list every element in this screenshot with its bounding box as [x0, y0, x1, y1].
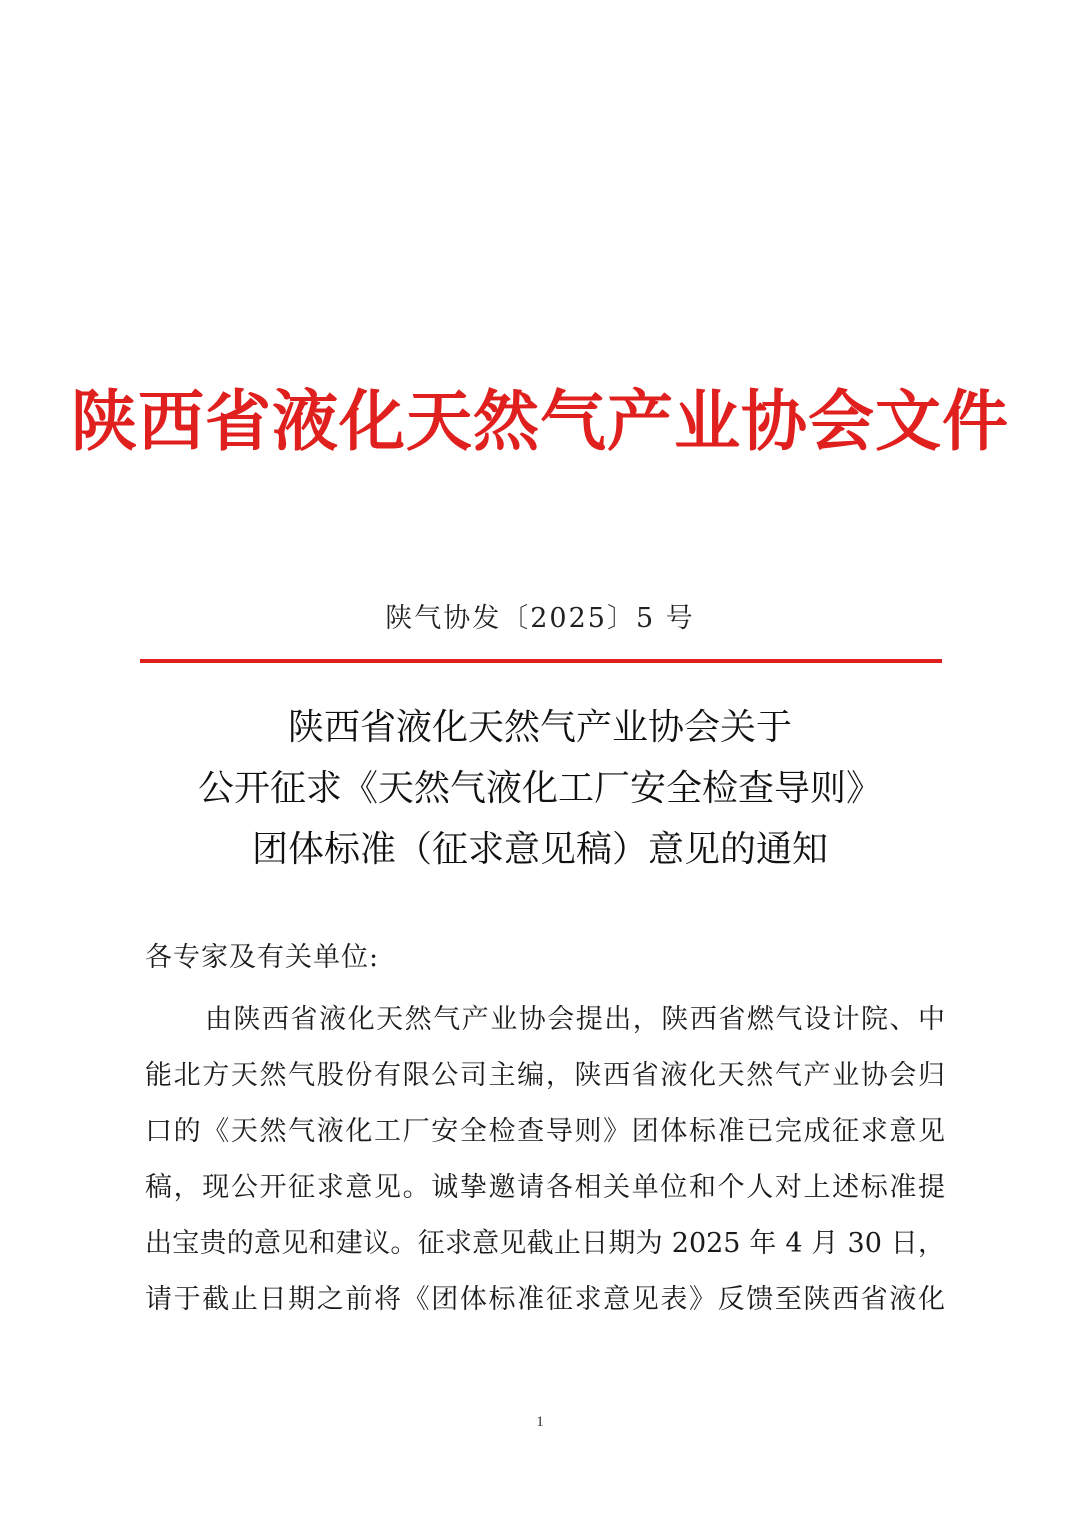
- title-line-2: 公开征求《天然气液化工厂安全检查导则》: [197, 768, 882, 809]
- body-paragraph: [145, 992, 945, 1328]
- page-number: 1: [536, 1414, 544, 1430]
- body-line: 请于截止日期之前将《团体标准征求意见表》反馈至陕西省液化: [145, 1284, 945, 1315]
- document-number: 陕气协发〔2025〕5 号: [385, 603, 695, 634]
- document-title: [0, 697, 1080, 880]
- red-divider-rule: [140, 659, 942, 663]
- masthead-title: 陕西省液化天然气产业协会文件: [71, 382, 1009, 460]
- title-line-3: 团体标准（征求意见稿）意见的通知: [251, 829, 828, 870]
- body-line: 由陕西省液化天然气产业协会提出，陕西省燃气设计院、中: [205, 1004, 945, 1035]
- body-line: 能北方天然气股份有限公司主编，陕西省液化天然气产业协会归: [145, 1060, 945, 1091]
- body-line: 出宝贵的意见和建议。征求意见截止日期为 2025 年 4 月 30 日，: [145, 1228, 945, 1259]
- body-line: 口的《天然气液化工厂安全检查导则》团体标准已完成征求意见: [145, 1116, 945, 1147]
- salutation: 各专家及有关单位:: [145, 942, 380, 973]
- body-line: 稿，现公开征求意见。诚挚邀请各相关单位和个人对上述标准提: [145, 1172, 945, 1203]
- title-line-1: 陕西省液化天然气产业协会关于: [287, 707, 792, 748]
